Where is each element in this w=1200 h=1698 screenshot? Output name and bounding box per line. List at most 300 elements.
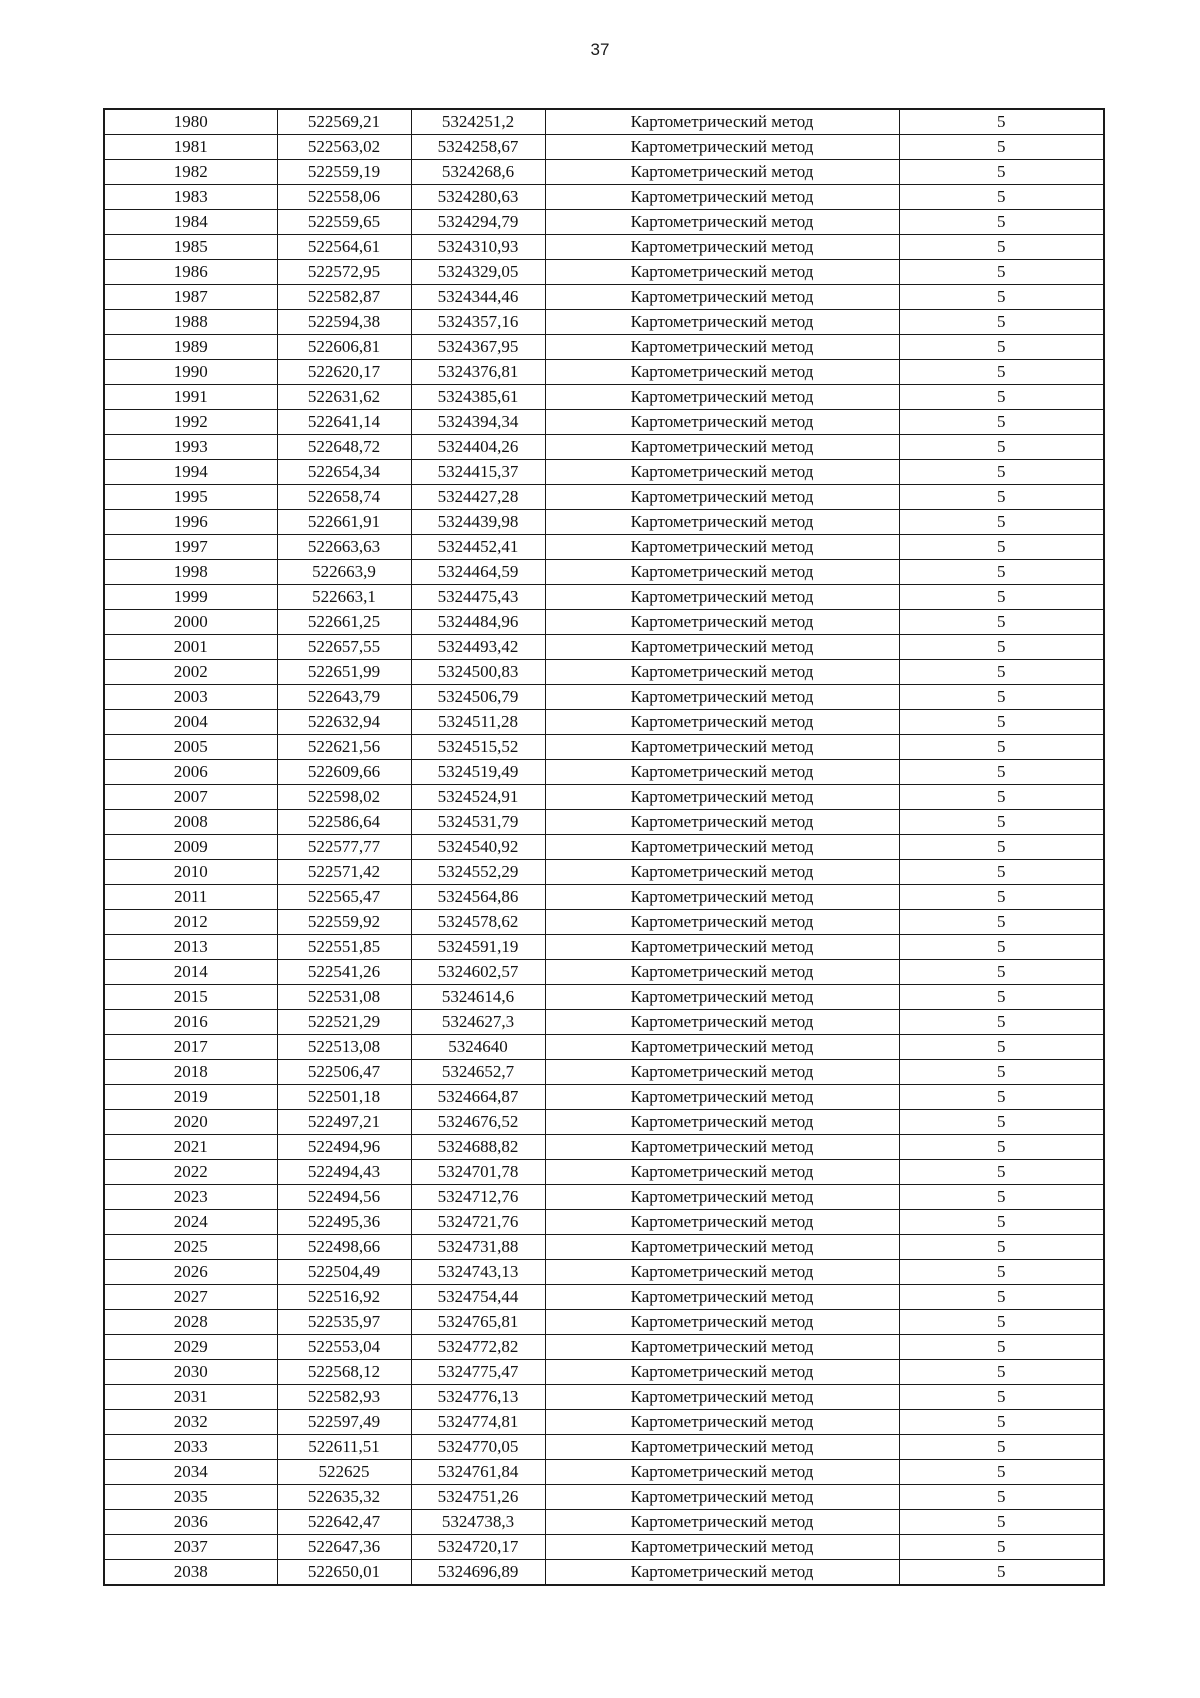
y-coordinate-cell: 5324385,61 <box>411 385 545 410</box>
table-row <box>104 185 1104 210</box>
method-cell: Картометрический метод <box>545 1360 899 1385</box>
point-number-cell: 1990 <box>104 360 277 385</box>
point-number-cell: 2001 <box>104 635 277 660</box>
point-number-cell: 1988 <box>104 310 277 335</box>
x-coordinate-cell: 522506,47 <box>277 1060 411 1085</box>
accuracy-cell: 5 <box>899 285 1104 310</box>
accuracy-cell: 5 <box>899 960 1104 985</box>
x-coordinate-cell: 522582,87 <box>277 285 411 310</box>
x-coordinate-cell: 522631,62 <box>277 385 411 410</box>
method-cell: Картометрический метод <box>545 1560 899 1586</box>
x-coordinate-cell: 522494,96 <box>277 1135 411 1160</box>
accuracy-cell: 5 <box>899 910 1104 935</box>
point-number-cell: 2009 <box>104 835 277 860</box>
point-number-cell: 2029 <box>104 1335 277 1360</box>
method-cell: Картометрический метод <box>545 1060 899 1085</box>
y-coordinate-cell: 5324515,52 <box>411 735 545 760</box>
table-row <box>104 735 1104 760</box>
x-coordinate-cell: 522521,29 <box>277 1010 411 1035</box>
coordinates-table-body <box>104 109 1104 1585</box>
accuracy-cell: 5 <box>899 1035 1104 1060</box>
x-coordinate-cell: 522654,34 <box>277 460 411 485</box>
accuracy-cell: 5 <box>899 1435 1104 1460</box>
y-coordinate-cell: 5324439,98 <box>411 510 545 535</box>
x-coordinate-cell: 522572,95 <box>277 260 411 285</box>
method-cell: Картометрический метод <box>545 260 899 285</box>
x-coordinate-cell: 522594,38 <box>277 310 411 335</box>
table-row <box>104 1035 1104 1060</box>
table-row <box>104 635 1104 660</box>
point-number-cell: 2038 <box>104 1560 277 1586</box>
y-coordinate-cell: 5324415,37 <box>411 460 545 485</box>
method-cell: Картометрический метод <box>545 610 899 635</box>
x-coordinate-cell: 522611,51 <box>277 1435 411 1460</box>
method-cell: Картометрический метод <box>545 1135 899 1160</box>
x-coordinate-cell: 522661,25 <box>277 610 411 635</box>
accuracy-cell: 5 <box>899 360 1104 385</box>
method-cell: Картометрический метод <box>545 710 899 735</box>
point-number-cell: 2005 <box>104 735 277 760</box>
y-coordinate-cell: 5324696,89 <box>411 1560 545 1586</box>
x-coordinate-cell: 522661,91 <box>277 510 411 535</box>
method-cell: Картометрический метод <box>545 310 899 335</box>
point-number-cell: 2021 <box>104 1135 277 1160</box>
accuracy-cell: 5 <box>899 1235 1104 1260</box>
y-coordinate-cell: 5324721,76 <box>411 1210 545 1235</box>
y-coordinate-cell: 5324765,81 <box>411 1310 545 1335</box>
y-coordinate-cell: 5324452,41 <box>411 535 545 560</box>
y-coordinate-cell: 5324268,6 <box>411 160 545 185</box>
accuracy-cell: 5 <box>899 710 1104 735</box>
table-row <box>104 1460 1104 1485</box>
method-cell: Картометрический метод <box>545 1335 899 1360</box>
point-number-cell: 2035 <box>104 1485 277 1510</box>
accuracy-cell: 5 <box>899 535 1104 560</box>
y-coordinate-cell: 5324329,05 <box>411 260 545 285</box>
point-number-cell: 1991 <box>104 385 277 410</box>
table-row <box>104 360 1104 385</box>
table-row <box>104 285 1104 310</box>
table-row <box>104 1310 1104 1335</box>
method-cell: Картометрический метод <box>545 485 899 510</box>
x-coordinate-cell: 522571,42 <box>277 860 411 885</box>
accuracy-cell: 5 <box>899 785 1104 810</box>
point-number-cell: 2003 <box>104 685 277 710</box>
accuracy-cell: 5 <box>899 410 1104 435</box>
table-row <box>104 1160 1104 1185</box>
y-coordinate-cell: 5324627,3 <box>411 1010 545 1035</box>
table-row <box>104 660 1104 685</box>
y-coordinate-cell: 5324367,95 <box>411 335 545 360</box>
point-number-cell: 2026 <box>104 1260 277 1285</box>
method-cell: Картометрический метод <box>545 785 899 810</box>
x-coordinate-cell: 522559,65 <box>277 210 411 235</box>
y-coordinate-cell: 5324251,2 <box>411 109 545 135</box>
y-coordinate-cell: 5324511,28 <box>411 710 545 735</box>
x-coordinate-cell: 522582,93 <box>277 1385 411 1410</box>
table-row <box>104 1185 1104 1210</box>
y-coordinate-cell: 5324591,19 <box>411 935 545 960</box>
accuracy-cell: 5 <box>899 1260 1104 1285</box>
method-cell: Картометрический метод <box>545 635 899 660</box>
y-coordinate-cell: 5324506,79 <box>411 685 545 710</box>
y-coordinate-cell: 5324564,86 <box>411 885 545 910</box>
accuracy-cell: 5 <box>899 510 1104 535</box>
point-number-cell: 2022 <box>104 1160 277 1185</box>
method-cell: Картометрический метод <box>545 360 899 385</box>
table-row <box>104 1435 1104 1460</box>
x-coordinate-cell: 522606,81 <box>277 335 411 360</box>
point-number-cell: 2002 <box>104 660 277 685</box>
table-row <box>104 1360 1104 1385</box>
point-number-cell: 2024 <box>104 1210 277 1235</box>
x-coordinate-cell: 522531,08 <box>277 985 411 1010</box>
point-number-cell: 2012 <box>104 910 277 935</box>
y-coordinate-cell: 5324464,59 <box>411 560 545 585</box>
table-row <box>104 910 1104 935</box>
table-row <box>104 1285 1104 1310</box>
y-coordinate-cell: 5324493,42 <box>411 635 545 660</box>
method-cell: Картометрический метод <box>545 1260 899 1285</box>
y-coordinate-cell: 5324776,13 <box>411 1385 545 1410</box>
x-coordinate-cell: 522497,21 <box>277 1110 411 1135</box>
table-row <box>104 210 1104 235</box>
y-coordinate-cell: 5324688,82 <box>411 1135 545 1160</box>
x-coordinate-cell: 522635,32 <box>277 1485 411 1510</box>
method-cell: Картометрический метод <box>545 1035 899 1060</box>
method-cell: Картометрический метод <box>545 885 899 910</box>
accuracy-cell: 5 <box>899 435 1104 460</box>
accuracy-cell: 5 <box>899 1135 1104 1160</box>
method-cell: Картометрический метод <box>545 235 899 260</box>
x-coordinate-cell: 522641,14 <box>277 410 411 435</box>
table-row <box>104 135 1104 160</box>
x-coordinate-cell: 522663,1 <box>277 585 411 610</box>
y-coordinate-cell: 5324294,79 <box>411 210 545 235</box>
table-row <box>104 410 1104 435</box>
y-coordinate-cell: 5324751,26 <box>411 1485 545 1510</box>
y-coordinate-cell: 5324743,13 <box>411 1260 545 1285</box>
x-coordinate-cell: 522498,66 <box>277 1235 411 1260</box>
page-number: 37 <box>590 40 610 59</box>
x-coordinate-cell: 522620,17 <box>277 360 411 385</box>
point-number-cell: 2006 <box>104 760 277 785</box>
y-coordinate-cell: 5324664,87 <box>411 1085 545 1110</box>
accuracy-cell: 5 <box>899 1560 1104 1586</box>
point-number-cell: 2020 <box>104 1110 277 1135</box>
accuracy-cell: 5 <box>899 1185 1104 1210</box>
coordinates-table <box>103 108 1105 1586</box>
point-number-cell: 1984 <box>104 210 277 235</box>
table-row <box>104 260 1104 285</box>
point-number-cell: 2031 <box>104 1385 277 1410</box>
x-coordinate-cell: 522513,08 <box>277 1035 411 1060</box>
x-coordinate-cell: 522564,61 <box>277 235 411 260</box>
accuracy-cell: 5 <box>899 810 1104 835</box>
method-cell: Картометрический метод <box>545 810 899 835</box>
accuracy-cell: 5 <box>899 885 1104 910</box>
table-row <box>104 610 1104 635</box>
y-coordinate-cell: 5324578,62 <box>411 910 545 935</box>
method-cell: Картометрический метод <box>545 960 899 985</box>
x-coordinate-cell: 522642,47 <box>277 1510 411 1535</box>
accuracy-cell: 5 <box>899 585 1104 610</box>
method-cell: Картометрический метод <box>545 335 899 360</box>
method-cell: Картометрический метод <box>545 1210 899 1235</box>
y-coordinate-cell: 5324770,05 <box>411 1435 545 1460</box>
accuracy-cell: 5 <box>899 1085 1104 1110</box>
accuracy-cell: 5 <box>899 635 1104 660</box>
x-coordinate-cell: 522651,99 <box>277 660 411 685</box>
table-row <box>104 335 1104 360</box>
accuracy-cell: 5 <box>899 660 1104 685</box>
point-number-cell: 1987 <box>104 285 277 310</box>
method-cell: Картометрический метод <box>545 560 899 585</box>
accuracy-cell: 5 <box>899 1110 1104 1135</box>
accuracy-cell: 5 <box>899 235 1104 260</box>
accuracy-cell: 5 <box>899 485 1104 510</box>
table-row <box>104 1235 1104 1260</box>
y-coordinate-cell: 5324475,43 <box>411 585 545 610</box>
y-coordinate-cell: 5324640 <box>411 1035 545 1060</box>
x-coordinate-cell: 522553,04 <box>277 1335 411 1360</box>
point-number-cell: 1992 <box>104 410 277 435</box>
accuracy-cell: 5 <box>899 610 1104 635</box>
x-coordinate-cell: 522632,94 <box>277 710 411 735</box>
y-coordinate-cell: 5324775,47 <box>411 1360 545 1385</box>
table-row <box>104 385 1104 410</box>
table-row <box>104 485 1104 510</box>
table-row <box>104 1510 1104 1535</box>
method-cell: Картометрический метод <box>545 835 899 860</box>
x-coordinate-cell: 522551,85 <box>277 935 411 960</box>
point-number-cell: 2027 <box>104 1285 277 1310</box>
y-coordinate-cell: 5324761,84 <box>411 1460 545 1485</box>
method-cell: Картометрический метод <box>545 1510 899 1535</box>
method-cell: Картометрический метод <box>545 985 899 1010</box>
method-cell: Картометрический метод <box>545 1435 899 1460</box>
x-coordinate-cell: 522558,06 <box>277 185 411 210</box>
method-cell: Картометрический метод <box>545 860 899 885</box>
accuracy-cell: 5 <box>899 1360 1104 1385</box>
table-row <box>104 1110 1104 1135</box>
y-coordinate-cell: 5324652,7 <box>411 1060 545 1085</box>
accuracy-cell: 5 <box>899 185 1104 210</box>
accuracy-cell: 5 <box>899 109 1104 135</box>
accuracy-cell: 5 <box>899 1460 1104 1485</box>
point-number-cell: 2011 <box>104 885 277 910</box>
table-row <box>104 1560 1104 1586</box>
accuracy-cell: 5 <box>899 160 1104 185</box>
point-number-cell: 1995 <box>104 485 277 510</box>
method-cell: Картометрический метод <box>545 510 899 535</box>
x-coordinate-cell: 522559,92 <box>277 910 411 935</box>
method-cell: Картометрический метод <box>545 1110 899 1135</box>
y-coordinate-cell: 5324754,44 <box>411 1285 545 1310</box>
point-number-cell: 2004 <box>104 710 277 735</box>
method-cell: Картометрический метод <box>545 460 899 485</box>
x-coordinate-cell: 522559,19 <box>277 160 411 185</box>
method-cell: Картометрический метод <box>545 1010 899 1035</box>
accuracy-cell: 5 <box>899 1010 1104 1035</box>
accuracy-cell: 5 <box>899 985 1104 1010</box>
y-coordinate-cell: 5324524,91 <box>411 785 545 810</box>
method-cell: Картометрический метод <box>545 735 899 760</box>
table-row <box>104 1385 1104 1410</box>
accuracy-cell: 5 <box>899 460 1104 485</box>
x-coordinate-cell: 522658,74 <box>277 485 411 510</box>
accuracy-cell: 5 <box>899 1310 1104 1335</box>
x-coordinate-cell: 522598,02 <box>277 785 411 810</box>
accuracy-cell: 5 <box>899 385 1104 410</box>
method-cell: Картометрический метод <box>545 1535 899 1560</box>
point-number-cell: 2025 <box>104 1235 277 1260</box>
table-row <box>104 785 1104 810</box>
y-coordinate-cell: 5324500,83 <box>411 660 545 685</box>
y-coordinate-cell: 5324712,76 <box>411 1185 545 1210</box>
x-coordinate-cell: 522504,49 <box>277 1260 411 1285</box>
point-number-cell: 2034 <box>104 1460 277 1485</box>
x-coordinate-cell: 522609,66 <box>277 760 411 785</box>
y-coordinate-cell: 5324602,57 <box>411 960 545 985</box>
y-coordinate-cell: 5324772,82 <box>411 1335 545 1360</box>
y-coordinate-cell: 5324427,28 <box>411 485 545 510</box>
table-row <box>104 560 1104 585</box>
point-number-cell: 1997 <box>104 535 277 560</box>
accuracy-cell: 5 <box>899 760 1104 785</box>
x-coordinate-cell: 522516,92 <box>277 1285 411 1310</box>
x-coordinate-cell: 522597,49 <box>277 1410 411 1435</box>
x-coordinate-cell: 522501,18 <box>277 1085 411 1110</box>
point-number-cell: 1998 <box>104 560 277 585</box>
y-coordinate-cell: 5324280,63 <box>411 185 545 210</box>
point-number-cell: 2013 <box>104 935 277 960</box>
accuracy-cell: 5 <box>899 1160 1104 1185</box>
method-cell: Картометрический метод <box>545 185 899 210</box>
table-row <box>104 1335 1104 1360</box>
table-row <box>104 885 1104 910</box>
x-coordinate-cell: 522663,63 <box>277 535 411 560</box>
point-number-cell: 1982 <box>104 160 277 185</box>
table-row <box>104 109 1104 135</box>
x-coordinate-cell: 522650,01 <box>277 1560 411 1586</box>
table-row <box>104 985 1104 1010</box>
accuracy-cell: 5 <box>899 310 1104 335</box>
accuracy-cell: 5 <box>899 1410 1104 1435</box>
x-coordinate-cell: 522565,47 <box>277 885 411 910</box>
table-row <box>104 1060 1104 1085</box>
method-cell: Картометрический метод <box>545 1410 899 1435</box>
point-number-cell: 2000 <box>104 610 277 635</box>
point-number-cell: 2019 <box>104 1085 277 1110</box>
method-cell: Картометрический метод <box>545 535 899 560</box>
x-coordinate-cell: 522494,43 <box>277 1160 411 1185</box>
point-number-cell: 2007 <box>104 785 277 810</box>
y-coordinate-cell: 5324484,96 <box>411 610 545 635</box>
point-number-cell: 1985 <box>104 235 277 260</box>
method-cell: Картометрический метод <box>545 109 899 135</box>
table-row <box>104 1260 1104 1285</box>
y-coordinate-cell: 5324540,92 <box>411 835 545 860</box>
method-cell: Картометрический метод <box>545 910 899 935</box>
table-row <box>104 310 1104 335</box>
accuracy-cell: 5 <box>899 560 1104 585</box>
x-coordinate-cell: 522495,36 <box>277 1210 411 1235</box>
table-row <box>104 235 1104 260</box>
table-row <box>104 1210 1104 1235</box>
table-row <box>104 935 1104 960</box>
table-row <box>104 435 1104 460</box>
method-cell: Картометрический метод <box>545 135 899 160</box>
table-row <box>104 710 1104 735</box>
point-number-cell: 2030 <box>104 1360 277 1385</box>
point-number-cell: 2037 <box>104 1535 277 1560</box>
point-number-cell: 1986 <box>104 260 277 285</box>
point-number-cell: 1981 <box>104 135 277 160</box>
y-coordinate-cell: 5324344,46 <box>411 285 545 310</box>
y-coordinate-cell: 5324404,26 <box>411 435 545 460</box>
method-cell: Картометрический метод <box>545 1285 899 1310</box>
x-coordinate-cell: 522625 <box>277 1460 411 1485</box>
method-cell: Картометрический метод <box>545 1460 899 1485</box>
point-number-cell: 2033 <box>104 1435 277 1460</box>
y-coordinate-cell: 5324720,17 <box>411 1535 545 1560</box>
table-row <box>104 1410 1104 1435</box>
accuracy-cell: 5 <box>899 835 1104 860</box>
table-row <box>104 685 1104 710</box>
x-coordinate-cell: 522657,55 <box>277 635 411 660</box>
table-row <box>104 460 1104 485</box>
x-coordinate-cell: 522494,56 <box>277 1185 411 1210</box>
x-coordinate-cell: 522643,79 <box>277 685 411 710</box>
table-row <box>104 1535 1104 1560</box>
method-cell: Картометрический метод <box>545 1085 899 1110</box>
table-row <box>104 1485 1104 1510</box>
point-number-cell: 1996 <box>104 510 277 535</box>
x-coordinate-cell: 522577,77 <box>277 835 411 860</box>
point-number-cell: 2010 <box>104 860 277 885</box>
point-number-cell: 2008 <box>104 810 277 835</box>
point-number-cell: 1989 <box>104 335 277 360</box>
accuracy-cell: 5 <box>899 1535 1104 1560</box>
method-cell: Картометрический метод <box>545 1235 899 1260</box>
accuracy-cell: 5 <box>899 1060 1104 1085</box>
method-cell: Картометрический метод <box>545 210 899 235</box>
method-cell: Картометрический метод <box>545 385 899 410</box>
y-coordinate-cell: 5324258,67 <box>411 135 545 160</box>
point-number-cell: 1993 <box>104 435 277 460</box>
accuracy-cell: 5 <box>899 1385 1104 1410</box>
point-number-cell: 2028 <box>104 1310 277 1335</box>
point-number-cell: 2032 <box>104 1410 277 1435</box>
y-coordinate-cell: 5324676,52 <box>411 1110 545 1135</box>
y-coordinate-cell: 5324731,88 <box>411 1235 545 1260</box>
accuracy-cell: 5 <box>899 1285 1104 1310</box>
y-coordinate-cell: 5324357,16 <box>411 310 545 335</box>
accuracy-cell: 5 <box>899 335 1104 360</box>
x-coordinate-cell: 522663,9 <box>277 560 411 585</box>
table-row <box>104 760 1104 785</box>
accuracy-cell: 5 <box>899 685 1104 710</box>
table-row <box>104 1135 1104 1160</box>
point-number-cell: 1999 <box>104 585 277 610</box>
table-row <box>104 535 1104 560</box>
table-row <box>104 585 1104 610</box>
method-cell: Картометрический метод <box>545 1185 899 1210</box>
accuracy-cell: 5 <box>899 1210 1104 1235</box>
table-row <box>104 960 1104 985</box>
x-coordinate-cell: 522568,12 <box>277 1360 411 1385</box>
